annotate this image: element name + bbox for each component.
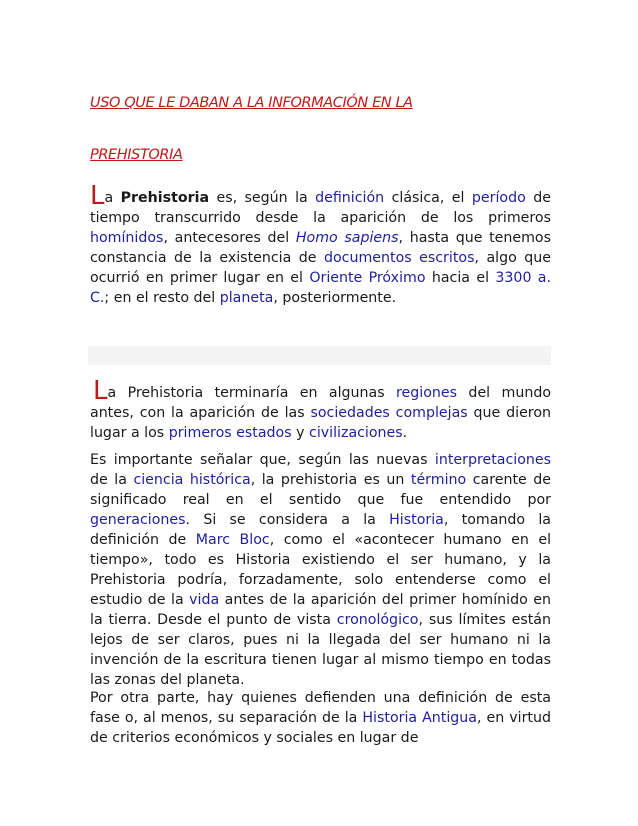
text-run: , sus límites están lejos de ser claros, pues ni la llegada del ser humano ni la invención de la escritura tienen lugar al mismo tiempo en todas las zonas del planeta. <box>90 612 551 688</box>
shaded-separator-band <box>88 346 551 365</box>
text-run: . <box>402 425 408 441</box>
document-title-line-1: USO QUE LE DABAN A LA INFORMACIÓN EN LA <box>90 95 413 111</box>
text-run: , en virtud de criterios económicos y sociales en lugar de <box>90 710 551 746</box>
link-historia-antigua[interactable]: Historia Antigua <box>362 710 477 726</box>
text-run: es, según la <box>209 190 316 206</box>
paragraph-3 <box>90 450 551 690</box>
text-run: , antecesores del <box>163 230 296 246</box>
link-historia[interactable]: Historia <box>389 512 444 528</box>
text-run: , hasta que tenemos constancia de la existencia de <box>90 230 551 266</box>
drop-cap: L <box>90 181 105 211</box>
text-run: , posteriormente. <box>273 290 397 306</box>
drop-cap: L <box>93 376 108 406</box>
link-termino[interactable]: término <box>410 472 467 488</box>
link-oriente-proximo[interactable]: Oriente Próximo <box>309 270 426 286</box>
link-hominidos[interactable]: homínidos <box>90 230 164 246</box>
link-interpretaciones[interactable]: interpretaciones <box>434 452 551 468</box>
link-3300-ac[interactable]: 3300 a. C. <box>90 270 552 306</box>
paragraph-4 <box>90 688 551 748</box>
link-homo-sapiens[interactable]: Homo sapiens <box>295 230 399 246</box>
text-run: hacia el <box>425 270 496 286</box>
paragraph-2 <box>90 376 552 443</box>
link-sociedades-complejas[interactable]: sociedades complejas <box>310 405 468 421</box>
text-run: que dieron lugar a los <box>90 405 551 441</box>
link-documentos-escritos[interactable]: documentos escritos <box>324 250 475 266</box>
link-marc-bloc[interactable]: Marc Bloc <box>195 532 270 548</box>
text-run: y <box>291 425 310 441</box>
text-run: antes de la aparición del primer homínido en la tierra. Desde el punto de vista <box>90 592 552 628</box>
link-civilizaciones[interactable]: civilizaciones <box>309 425 403 441</box>
text-run: , como el «acontecer humano en el tiempo», todo es Historia existiendo el ser humano, y la Prehistoria podría, forzadamente, solo entenderse como el estudio de la <box>90 532 552 608</box>
link-definicion[interactable]: definición <box>315 190 385 206</box>
link-periodo[interactable]: período <box>471 190 526 206</box>
text-run: Es importante señalar que, según las nuevas <box>90 452 435 468</box>
link-generaciones[interactable]: generaciones <box>90 512 186 528</box>
paragraph-1 <box>90 181 552 308</box>
text-run: , algo que ocurrió en primer lugar en el <box>90 250 551 286</box>
link-primeros-estados[interactable]: primeros estados <box>168 425 292 441</box>
text-run: a Prehistoria terminaría en algunas <box>107 385 397 401</box>
link-regiones[interactable]: regiones <box>396 385 458 401</box>
document-title-line-2: PREHISTORIA <box>90 147 183 163</box>
text-run: , la prehistoria es un <box>250 472 411 488</box>
text-run: carente de significado real en el sentido que fue entendido por <box>90 472 552 508</box>
link-vida[interactable]: vida <box>189 592 220 608</box>
text-run: del mundo antes, con la aparición de las <box>90 385 552 421</box>
text-run: a <box>104 190 121 206</box>
text-run: Por otra parte, hay quienes defienden una definición de esta fase o, al menos, su separación de la <box>90 690 551 726</box>
text-run: clásica, el <box>384 190 472 206</box>
link-cronologico[interactable]: cronológico <box>336 612 419 628</box>
bold-term-prehistoria: Prehistoria <box>120 190 210 206</box>
text-run: . Si se considera a la <box>185 512 390 528</box>
link-ciencia-historica[interactable]: ciencia histórica <box>133 472 251 488</box>
text-run: , tomando la definición de <box>90 512 551 548</box>
text-run: de tiempo transcurrido desde la aparición de los primeros <box>90 190 551 226</box>
text-run: de la <box>90 472 134 488</box>
link-planeta[interactable]: planeta <box>219 290 274 306</box>
text-run: ; en el resto del <box>104 290 220 306</box>
